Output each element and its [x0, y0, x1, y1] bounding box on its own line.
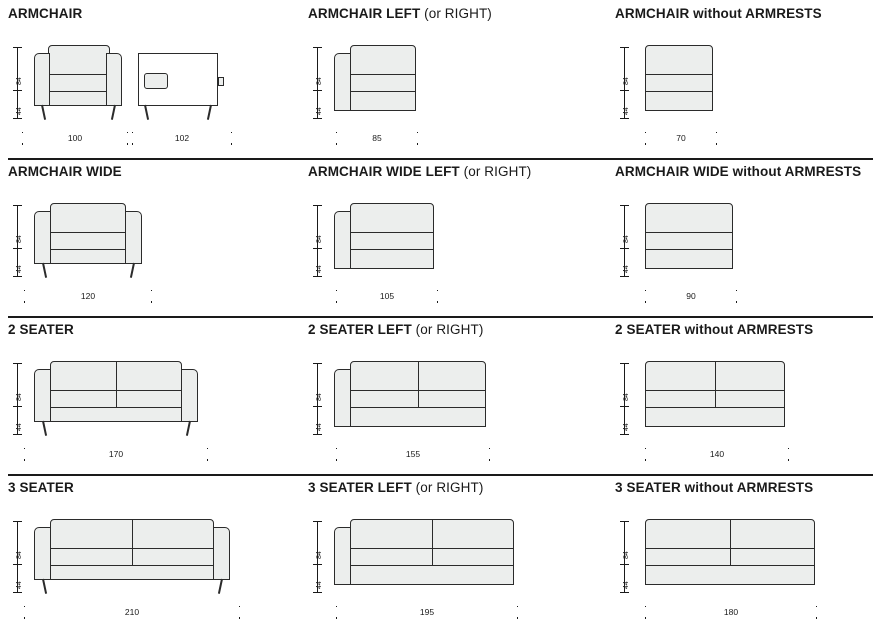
width-label: 210 — [24, 607, 240, 617]
cushion-split-back — [730, 519, 731, 549]
cell-2-seater-left — [300, 316, 605, 474]
cell-2-seater — [0, 316, 300, 474]
width-dimension-100 — [22, 131, 128, 145]
cell-armchair-wide-left — [300, 158, 605, 316]
height-label-84: 84 — [316, 551, 323, 559]
armrest-left — [334, 369, 351, 427]
drawing-area — [308, 337, 605, 457]
backrest — [350, 203, 434, 233]
armrest-left — [34, 527, 51, 580]
title-bold: 2 SEATER — [8, 322, 74, 337]
drawing-area — [8, 337, 300, 457]
height-label-84: 84 — [16, 235, 23, 243]
armrest-left — [34, 53, 50, 106]
title-bold: ARMCHAIR WIDE — [8, 164, 122, 179]
backrest — [350, 45, 416, 75]
drawing-area — [8, 179, 300, 299]
armchair-front-view — [34, 45, 122, 120]
height-label-44: 44 — [16, 265, 23, 273]
width-dimension-102 — [132, 131, 232, 145]
height-label-84: 84 — [16, 551, 23, 559]
sofa-3-seater-left-view — [334, 519, 514, 594]
cushion-split-seat — [418, 390, 419, 408]
drawing-area — [308, 21, 605, 141]
cell-armchair-no-armrests — [605, 0, 881, 158]
cushion-split-back — [132, 519, 133, 549]
title-bold: 3 SEATER without ARMRESTS — [615, 480, 814, 495]
drawing-area — [615, 495, 881, 615]
width-label: 180 — [645, 607, 817, 617]
width-dimension — [645, 447, 789, 461]
armchair-left-view — [334, 45, 416, 120]
height-label-84: 84 — [623, 551, 630, 559]
sofa-2-seater-no-armrests-view — [645, 361, 785, 436]
height-label-84: 84 — [623, 235, 630, 243]
height-label-44: 44 — [623, 107, 630, 115]
cushion-split-seat — [432, 548, 433, 566]
title-bold: ARMCHAIR WIDE LEFT — [308, 164, 460, 179]
cell-title — [8, 0, 300, 21]
width-dimension — [24, 447, 208, 461]
drawing-area — [615, 337, 881, 457]
cell-title — [615, 0, 881, 21]
title-regular: (or RIGHT) — [463, 164, 532, 179]
armrest-right — [106, 53, 122, 106]
base — [350, 91, 416, 111]
cell-title — [615, 316, 881, 337]
height-label-44: 44 — [16, 423, 23, 431]
backrest — [48, 45, 110, 75]
armrest-left — [334, 527, 351, 585]
width-dimension — [645, 289, 737, 303]
drawing-area — [8, 495, 300, 615]
height-label-44: 44 — [623, 423, 630, 431]
height-label-44: 44 — [16, 581, 23, 589]
seat — [50, 232, 126, 250]
width-label: 70 — [645, 133, 717, 143]
cell-title — [8, 158, 300, 179]
title-bold: 3 SEATER — [8, 480, 74, 495]
armrest-left — [334, 53, 351, 111]
height-label-84: 84 — [16, 77, 23, 85]
title-bold: ARMCHAIR without ARMRESTS — [615, 6, 822, 21]
drawing-area — [308, 495, 605, 615]
title-bold: ARMCHAIR LEFT — [308, 6, 421, 21]
cell-title — [308, 474, 605, 495]
cell-3-seater-left — [300, 474, 605, 632]
row-2-seater — [0, 316, 881, 474]
base — [50, 249, 126, 264]
title-bold: 2 SEATER without ARMRESTS — [615, 322, 814, 337]
base — [50, 565, 214, 580]
title-regular: (or RIGHT) — [424, 6, 492, 21]
base — [645, 407, 785, 427]
height-label-44: 44 — [623, 265, 630, 273]
leg-front-left — [42, 421, 47, 436]
backrest — [50, 203, 126, 233]
cell-2-seater-no-armrests — [605, 316, 881, 474]
width-label: 102 — [132, 133, 232, 143]
armrest-right — [181, 369, 198, 422]
leg-side-left — [144, 105, 149, 120]
drawing-area — [615, 179, 881, 299]
width-dimension — [645, 131, 717, 145]
armrest-left — [334, 211, 351, 269]
armrest-right — [213, 527, 230, 580]
drawing-area — [8, 21, 300, 141]
seat — [350, 232, 434, 250]
arm-detail — [218, 77, 224, 86]
cushion-top — [144, 73, 168, 89]
backrest — [645, 45, 713, 75]
leg-front-right — [111, 105, 116, 120]
height-label-44: 44 — [16, 107, 23, 115]
width-label: 105 — [336, 291, 438, 301]
cushion-split-back — [418, 361, 419, 391]
leg-front-left — [42, 263, 47, 278]
armchair-wide-left-view — [334, 203, 434, 278]
cell-title — [8, 474, 300, 495]
seat — [645, 74, 713, 92]
row-3-seater — [0, 474, 881, 632]
leg-front-right — [186, 421, 191, 436]
cushion-split-seat — [116, 390, 117, 408]
cell-armchair-left — [300, 0, 605, 158]
base — [48, 91, 110, 106]
base — [350, 565, 514, 585]
cushion-split-back — [116, 361, 117, 391]
armchair-wide-no-armrests-view — [645, 203, 733, 278]
width-label: 90 — [645, 291, 737, 301]
sofa-2-seater-left-view — [334, 361, 486, 436]
seat — [645, 232, 733, 250]
sofa-2-seater-view — [34, 361, 198, 436]
seat — [48, 74, 110, 92]
leg-front-right — [130, 263, 135, 278]
base — [350, 407, 486, 427]
title-bold: 2 SEATER LEFT — [308, 322, 412, 337]
drawing-area — [308, 179, 605, 299]
width-label: 120 — [24, 291, 152, 301]
title-regular: (or RIGHT) — [415, 480, 484, 495]
armrest-left — [34, 211, 51, 264]
height-label-84: 84 — [316, 393, 323, 401]
cell-armchair-wide-no-armrests — [605, 158, 881, 316]
cell-title — [308, 316, 605, 337]
width-label: 155 — [336, 449, 490, 459]
width-dimension — [336, 605, 518, 619]
cell-armchair — [0, 0, 300, 158]
leg-side-right — [207, 105, 212, 120]
height-label-84: 84 — [623, 393, 630, 401]
armchair-wide-front-view — [34, 203, 142, 278]
base — [645, 249, 733, 269]
cushion-split-seat — [132, 548, 133, 566]
title-bold: ARMCHAIR — [8, 6, 83, 21]
height-label-84: 84 — [316, 235, 323, 243]
width-label: 100 — [22, 133, 128, 143]
armrest-right — [125, 211, 142, 264]
width-dimension — [645, 605, 817, 619]
cell-title — [308, 158, 605, 179]
cell-title — [615, 474, 881, 495]
width-dimension — [336, 447, 490, 461]
width-dimension — [336, 289, 438, 303]
leg-front-left — [42, 579, 47, 594]
base — [350, 249, 434, 269]
width-dimension — [24, 605, 240, 619]
armrest-left — [34, 369, 51, 422]
height-label-44: 44 — [316, 581, 323, 589]
height-label-44: 44 — [316, 265, 323, 273]
width-label: 170 — [24, 449, 208, 459]
width-dimension — [336, 131, 418, 145]
base — [50, 407, 182, 422]
width-label: 195 — [336, 607, 518, 617]
width-label: 140 — [645, 449, 789, 459]
leg-front-right — [218, 579, 223, 594]
row-armchair-wide — [0, 158, 881, 316]
armchair-side-view — [138, 45, 224, 120]
title-regular: (or RIGHT) — [415, 322, 484, 337]
width-dimension — [24, 289, 152, 303]
cell-title — [8, 316, 300, 337]
cushion-split-seat — [715, 390, 716, 408]
row-armchair — [0, 0, 881, 158]
seat — [350, 74, 416, 92]
cell-title — [615, 158, 881, 179]
leg-front-left — [41, 105, 46, 120]
cushion-split-back — [715, 361, 716, 391]
height-label-44: 44 — [623, 581, 630, 589]
height-label-84: 84 — [623, 77, 630, 85]
height-label-44: 44 — [316, 107, 323, 115]
cell-armchair-wide — [0, 158, 300, 316]
width-label: 85 — [336, 133, 418, 143]
drawing-area — [615, 21, 881, 141]
base — [645, 91, 713, 111]
height-label-44: 44 — [316, 423, 323, 431]
title-bold: 3 SEATER LEFT — [308, 480, 412, 495]
height-label-84: 84 — [316, 77, 323, 85]
cell-3-seater — [0, 474, 300, 632]
base — [645, 565, 815, 585]
backrest — [645, 203, 733, 233]
height-label-84: 84 — [16, 393, 23, 401]
sofa-3-seater-no-armrests-view — [645, 519, 815, 594]
armchair-no-armrests-view — [645, 45, 713, 120]
sofa-3-seater-view — [34, 519, 230, 594]
cell-title — [308, 0, 605, 21]
cushion-split-seat — [730, 548, 731, 566]
title-bold: ARMCHAIR WIDE without ARMRESTS — [615, 164, 862, 179]
cushion-split-back — [432, 519, 433, 549]
cell-3-seater-no-armrests — [605, 474, 881, 632]
